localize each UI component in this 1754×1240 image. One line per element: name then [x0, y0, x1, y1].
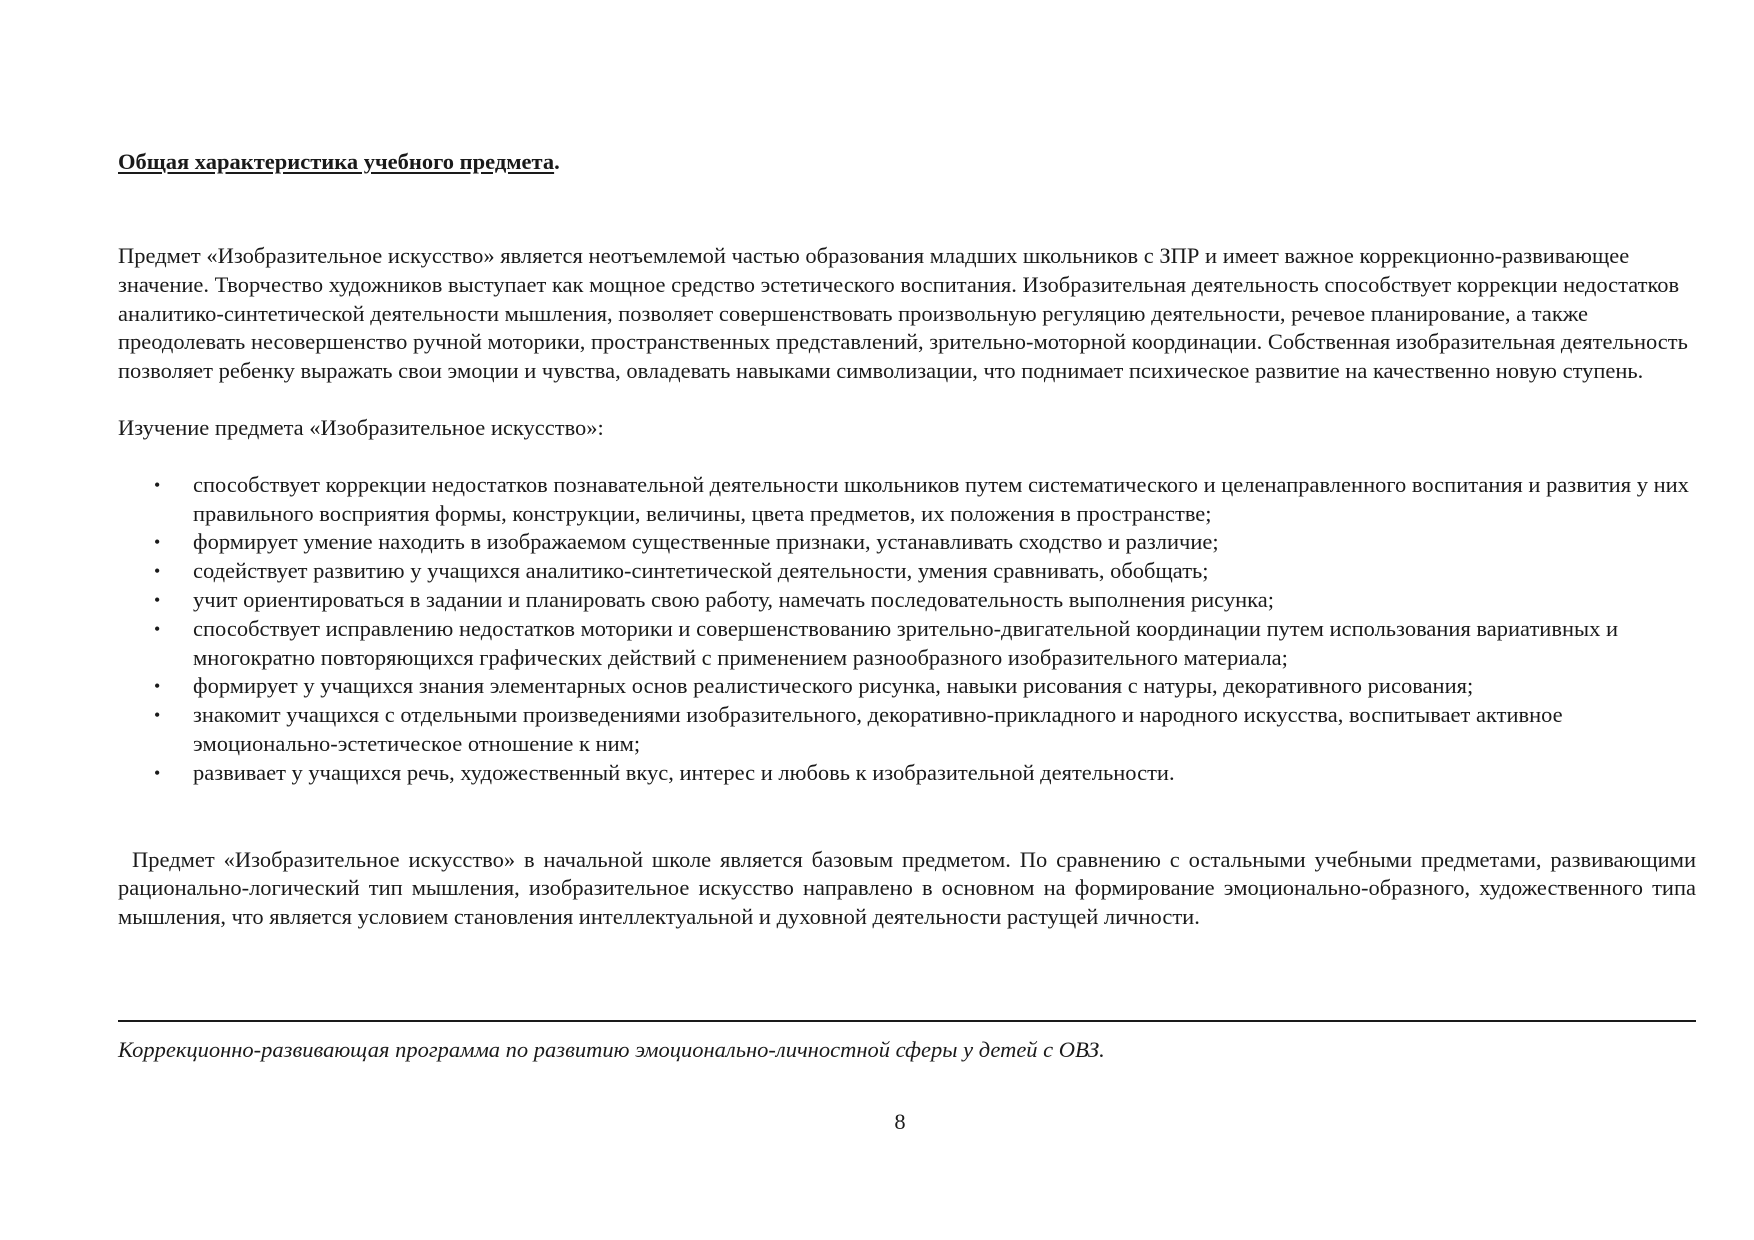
closing-paragraph: Предмет «Изобразительное искусство» в начальной школе является базовым предметом. По сравнению с остальными учебными предметами, развивающими рационально-логический тип мышления, изобразительное искусство направлено в основном на формирование эмоционально-образного, художественного типа мышления, что является условием становления интеллектуальной и духовной деятельности растущей личности. [118, 846, 1696, 930]
list-item [118, 615, 1696, 673]
bullet-icon: • [154, 561, 161, 582]
bullet-icon: • [154, 474, 161, 495]
list-item [118, 528, 1696, 557]
list-item-text: способствует исправлению недостатков моторики и совершенствованию зрительно-двигательной координации путем использования вариативных и многократно повторяющихся графических действий с применением разнообразного изобразительного материала; [193, 615, 1619, 670]
bullet-icon: • [154, 705, 161, 726]
page-content [118, 148, 1696, 932]
list-item-text: способствует коррекции недостатков познавательной деятельности школьников путем систематического и целенаправленного воспитания и развития у них правильного восприятия формы, конструкции, величины, цвета предметов, их положения в пространстве; [193, 471, 1689, 526]
section-title-text: Общая характеристика учебного предмета [118, 149, 555, 174]
list-item-text: развивает у учащихся речь, художественный вкус, интерес и любовь к изобразительной деятельности. [193, 759, 1175, 785]
list-item-text: знакомит учащихся с отдельными произведениями изобразительного, декоративно-прикладного и народного искусства, воспитывает активное эмоционально-эстетическое отношение к ним; [193, 702, 1563, 756]
bullet-icon: • [154, 676, 161, 697]
footer-divider [118, 1020, 1696, 1022]
bullet-icon: • [154, 589, 161, 610]
list-item [118, 672, 1696, 701]
section-title [118, 148, 1696, 176]
bullet-list [118, 471, 1696, 788]
list-item-text: формирует у учащихся знания элементарных основ реалистического рисунка, навыки рисования с натуры, декоративного рисования; [193, 673, 1474, 699]
bullet-icon: • [154, 618, 161, 639]
list-item-text: формирует умение находить в изображаемом существенные признаки, устанавливать сходство и различие; [193, 529, 1219, 555]
footer-note: Коррекционно-развивающая программа по развитию эмоционально-личностной сферы у детей с ОВЗ. [118, 1037, 1105, 1062]
list-item-text: учит ориентироваться в задании и планировать свою работу, намечать последовательность выполнения рисунка; [193, 586, 1274, 612]
section-title-period: . [554, 149, 560, 174]
page-number: 8 [894, 1109, 906, 1134]
list-item [118, 759, 1696, 788]
list-intro: Изучение предмета «Изобразительное искусство»: [118, 414, 604, 440]
list-item-text: содействует развитию у учащихся аналитико-синтетической деятельности, умения сравнивать, обобщать; [193, 558, 1209, 584]
list-item [118, 586, 1696, 615]
bullet-icon: • [154, 532, 161, 553]
intro-paragraph: Предмет «Изобразительное искусство» является неотъемлемой частью образования младших школьников с ЗПР и имеет важное коррекционно-развивающее значение. Творчество художников выступает как мощное средство эстетического воспитания. Изобразительная деятельность способствует коррекции недостатков аналитико-синтетической деятельности мышления, позволяет совершенствовать произвольную регуляцию деятельности, речевое планирование, а также преодолевать несовершенство ручной моторики, пространственных представлений, зрительно-моторной координации. Собственная изобразительная деятельность позволяет ребенку выражать свои эмоции и чувства, овладевать навыками символизации, что поднимает психическое развитие на качественно новую ступень. [118, 243, 1688, 384]
list-item [118, 557, 1696, 586]
list-item [118, 701, 1696, 759]
bullet-icon: • [154, 762, 161, 783]
list-item [118, 471, 1696, 529]
